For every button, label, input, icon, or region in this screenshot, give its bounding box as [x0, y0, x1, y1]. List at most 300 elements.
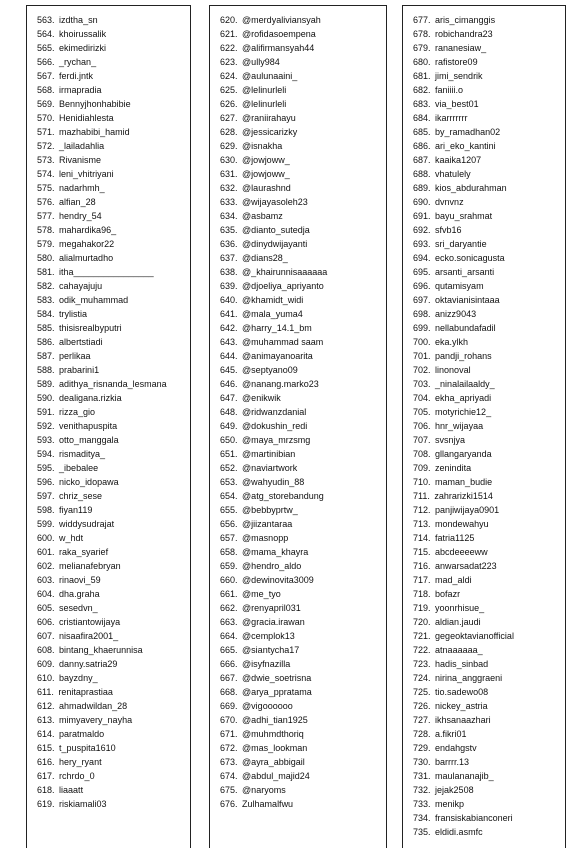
- entry-number: 730.: [413, 757, 431, 767]
- entry-username: renitaprastiaa: [58, 687, 113, 697]
- list-item: [220, 181, 386, 195]
- entry-username: zahrarizki1514: [434, 491, 493, 501]
- entry-username: @dewinovita3009: [242, 575, 314, 585]
- list-item: [413, 755, 565, 769]
- entry-number: 664.: [220, 631, 238, 641]
- entry-number: 603.: [37, 575, 55, 585]
- entry-username: @djoeliya_apriyanto: [242, 281, 324, 291]
- entry-username: bofazr: [435, 589, 461, 599]
- entry-number: 689.: [413, 183, 431, 193]
- entry-username: robichandra23: [435, 29, 493, 39]
- entry-username: Zulhamalfwu: [242, 799, 294, 809]
- entry-username: ekimedirizki: [59, 43, 107, 53]
- entry-number: 568.: [37, 85, 55, 95]
- entry-number: 609.: [37, 659, 55, 669]
- list-item: [220, 783, 386, 797]
- list-item: [413, 615, 565, 629]
- list-item: [37, 55, 190, 69]
- list-item: [37, 405, 190, 419]
- entry-username: @aulunaaini_: [242, 71, 298, 81]
- entry-username: @renyapril031: [242, 603, 301, 613]
- entry-number: 711.: [413, 491, 430, 501]
- list-item: [413, 321, 565, 335]
- list-item: [37, 237, 190, 251]
- list-item: [220, 111, 386, 125]
- entry-number: 629.: [220, 141, 238, 151]
- entry-username: raka_syarief: [59, 547, 109, 557]
- list-item: [37, 293, 190, 307]
- entry-username: hendry_54: [59, 211, 102, 221]
- list-item: [220, 545, 386, 559]
- entry-number: 576.: [37, 197, 55, 207]
- entry-number: 570.: [37, 113, 55, 123]
- list-item: [37, 69, 190, 83]
- entry-number: 708.: [413, 449, 431, 459]
- entry-number: 690.: [413, 197, 431, 207]
- entry-number: 586.: [37, 337, 55, 347]
- entry-username: alfian_28: [59, 197, 96, 207]
- entry-username: gegeoktavianofficial: [435, 631, 514, 641]
- entry-number: 661.: [220, 589, 238, 599]
- entry-number: 703.: [413, 379, 431, 389]
- list-item: [37, 447, 190, 461]
- entry-username: zenindita: [435, 463, 472, 473]
- entry-number: 630.: [220, 155, 238, 165]
- list-item: [220, 447, 386, 461]
- entry-username: nisaafira2001_: [59, 631, 119, 641]
- entry-username: megahakor22: [59, 239, 115, 249]
- entry-number: 631.: [220, 169, 238, 179]
- list-item: [413, 265, 565, 279]
- list-item: [37, 755, 190, 769]
- list-item: [220, 587, 386, 601]
- entry-username: Bennyjhonhabibie: [59, 99, 131, 109]
- entry-number: 639.: [220, 281, 238, 291]
- entry-username: prabarini1: [59, 365, 100, 375]
- entry-number: 712.: [413, 505, 431, 515]
- entry-username: eldidi.asmfc: [435, 827, 483, 837]
- entry-username: @arya_ppratama: [242, 687, 312, 697]
- entry-number: 566.: [37, 57, 55, 67]
- list-item: [220, 517, 386, 531]
- list-item: [220, 237, 386, 251]
- entry-username: @bebbyprtw_: [242, 505, 298, 515]
- list-item: [37, 657, 190, 671]
- entry-number: 713.: [413, 519, 431, 529]
- list-item: [413, 237, 565, 251]
- list-item: [220, 349, 386, 363]
- entry-username: anwarsadat223: [435, 561, 497, 571]
- entry-number: 563.: [37, 15, 55, 25]
- list-item: [37, 391, 190, 405]
- entry-username: rismaditya_: [59, 449, 106, 459]
- entry-number: 687.: [413, 155, 431, 165]
- entry-number: 735.: [413, 827, 431, 837]
- entry-username: perlikaa: [59, 351, 91, 361]
- list-item: [413, 97, 565, 111]
- list-item: [220, 69, 386, 83]
- entry-number: 668.: [220, 687, 238, 697]
- entry-number: 710.: [413, 477, 431, 487]
- list-item: [37, 559, 190, 573]
- list-item: [413, 545, 565, 559]
- list-item: [413, 769, 565, 783]
- entry-number: 696.: [413, 281, 431, 291]
- list-item: [413, 377, 565, 391]
- entry-number: 641.: [220, 309, 238, 319]
- entry-number: 640.: [220, 295, 238, 305]
- list-item: [413, 825, 565, 839]
- entry-number: 659.: [220, 561, 238, 571]
- entry-username: mad_aldi: [435, 575, 472, 585]
- entry-username: faniiii.o: [435, 85, 464, 95]
- entry-username: bintang_khaerunnisa: [59, 645, 143, 655]
- list-item: [37, 475, 190, 489]
- list-item: [220, 615, 386, 629]
- entry-username: @enikwik: [242, 393, 281, 403]
- list-item: [37, 251, 190, 265]
- list-item: [37, 377, 190, 391]
- entry-number: 580.: [37, 253, 55, 263]
- entry-username: liaaatt: [59, 785, 84, 795]
- entry-number: 589.: [37, 379, 55, 389]
- entry-username: nellabundafadil: [435, 323, 496, 333]
- entry-username: maman_budie: [435, 477, 493, 487]
- list-item: [220, 643, 386, 657]
- list-item: [413, 83, 565, 97]
- entry-username: _lailadahlia: [59, 141, 105, 151]
- entry-username: anizz9043: [435, 309, 477, 319]
- entry-number: 707.: [413, 435, 431, 445]
- entry-number: 599.: [37, 519, 55, 529]
- entry-number: 596.: [37, 477, 55, 487]
- list-item: [220, 573, 386, 587]
- list-item: [413, 475, 565, 489]
- entry-username: riskiamali03: [59, 799, 107, 809]
- list-item: [220, 167, 386, 181]
- list-item: [37, 769, 190, 783]
- list-item: [413, 167, 565, 181]
- list-item: [37, 195, 190, 209]
- list-item: [37, 167, 190, 181]
- entry-username: @hendro_aldo: [242, 561, 302, 571]
- list-item: [37, 615, 190, 629]
- entry-username: @cemplok13: [242, 631, 295, 641]
- entry-username: leni_vhitriyani: [59, 169, 114, 179]
- entry-username: widdysudrajat: [59, 519, 115, 529]
- entry-username: @wahyudin_88: [242, 477, 305, 487]
- entry-number: 602.: [37, 561, 55, 571]
- list-item: [413, 55, 565, 69]
- entry-username: kios_abdurahman: [435, 183, 507, 193]
- entry-username: abcdeeeeww: [435, 547, 488, 557]
- entry-username: nadarhmh_: [59, 183, 105, 193]
- list-item: [37, 503, 190, 517]
- list-item: [413, 419, 565, 433]
- entry-username: mimyavery_nayha: [59, 715, 133, 725]
- entry-number: 727.: [413, 715, 431, 725]
- entry-number: 614.: [37, 729, 55, 739]
- entry-number: 654.: [220, 491, 238, 501]
- entry-number: 648.: [220, 407, 238, 417]
- entry-number: 612.: [37, 701, 55, 711]
- list-item: [220, 699, 386, 713]
- entry-number: 575.: [37, 183, 55, 193]
- entry-username: izdtha_sn: [59, 15, 98, 25]
- entry-number: 606.: [37, 617, 55, 627]
- entry-number: 573.: [37, 155, 55, 165]
- entry-username: sfvb16: [435, 225, 462, 235]
- entry-username: qutamisyam: [435, 281, 484, 291]
- list-item: [220, 279, 386, 293]
- entry-username: @ayra_abbigail: [242, 757, 305, 767]
- list-item: [413, 139, 565, 153]
- entry-username: _ibebalee: [59, 463, 99, 473]
- list-item: [413, 251, 565, 265]
- list-item: [413, 811, 565, 825]
- entry-number: 564.: [37, 29, 55, 39]
- entry-username: @jowjoww_: [242, 169, 290, 179]
- list-item: [220, 251, 386, 265]
- entry-username: irmapradia: [59, 85, 102, 95]
- entry-username: nicko_idopawa: [59, 477, 119, 487]
- list-item: [220, 405, 386, 419]
- list-item: [220, 195, 386, 209]
- entry-number: 726.: [413, 701, 431, 711]
- list-item: [37, 587, 190, 601]
- entry-username: @mala_yuma4: [242, 309, 303, 319]
- entry-number: 705.: [413, 407, 431, 417]
- entry-username: @gracia.irawan: [242, 617, 305, 627]
- list-item: [37, 797, 190, 811]
- entry-username: rchrdo_0: [59, 771, 95, 781]
- entry-number: 720.: [413, 617, 431, 627]
- entry-username: w_hdt: [59, 533, 84, 543]
- list-item: [413, 643, 565, 657]
- entry-username: venithapuspita: [59, 421, 118, 431]
- list-item: [37, 349, 190, 363]
- entry-username: dvnvnz: [435, 197, 464, 207]
- list-item: [413, 783, 565, 797]
- entry-username: @khamidt_widi: [242, 295, 304, 305]
- entry-username: itha________________: [59, 267, 154, 277]
- entry-username: @muhammad saam: [242, 337, 324, 347]
- entry-username: @ridwanzdanial: [242, 407, 307, 417]
- list-item: [220, 461, 386, 475]
- entry-username: @adhi_tian1925: [242, 715, 308, 725]
- entry-username: bayu_srahmat: [435, 211, 493, 221]
- entry-number: 658.: [220, 547, 238, 557]
- entry-number: 574.: [37, 169, 55, 179]
- entry-number: 662.: [220, 603, 238, 613]
- entry-username: sri_daryantie: [435, 239, 487, 249]
- entry-number: 587.: [37, 351, 55, 361]
- entry-username: sesedvn_: [59, 603, 98, 613]
- entry-number: 683.: [413, 99, 431, 109]
- entry-username: @harry_14.1_bm: [242, 323, 312, 333]
- entry-number: 608.: [37, 645, 55, 655]
- list-item: [220, 363, 386, 377]
- entry-username: kaaika1207: [435, 155, 482, 165]
- entry-number: 590.: [37, 393, 55, 403]
- entry-username: t_puspita1610: [59, 743, 116, 753]
- entry-number: 709.: [413, 463, 431, 473]
- entry-number: 714.: [413, 533, 431, 543]
- entry-username: nickey_astria: [435, 701, 488, 711]
- list-item: [413, 587, 565, 601]
- list-item: [413, 741, 565, 755]
- list-item: [220, 83, 386, 97]
- entry-number: 682.: [413, 85, 431, 95]
- entry-username: by_ramadhan02: [435, 127, 501, 137]
- entry-username: motyrichie12_: [435, 407, 492, 417]
- list-item: [37, 461, 190, 475]
- list-item: [413, 517, 565, 531]
- entry-number: 588.: [37, 365, 55, 375]
- list-item: [413, 111, 565, 125]
- entry-username: odik_muhammad: [59, 295, 129, 305]
- list-item: [220, 755, 386, 769]
- entry-number: 645.: [220, 365, 238, 375]
- list-item: [37, 97, 190, 111]
- entry-number: 715.: [413, 547, 431, 557]
- list-item: [220, 671, 386, 685]
- entry-username: pandji_rohans: [435, 351, 492, 361]
- entry-username: @atg_storebandung: [242, 491, 324, 501]
- entry-number: 567.: [37, 71, 55, 81]
- list-item: [37, 321, 190, 335]
- entry-username: bayzdny_: [59, 673, 98, 683]
- entry-number: 605.: [37, 603, 55, 613]
- list-item: [220, 629, 386, 643]
- entry-username: fatria1125: [435, 533, 475, 543]
- list-item: [413, 69, 565, 83]
- list-item: [413, 13, 565, 27]
- entry-username: cahayajuju: [59, 281, 103, 291]
- entry-username: yoonrhisue_: [435, 603, 485, 613]
- entry-username: gllangaryanda: [435, 449, 492, 459]
- entry-number: 691.: [413, 211, 431, 221]
- list-item: [220, 41, 386, 55]
- entry-number: 635.: [220, 225, 238, 235]
- entry-number: 579.: [37, 239, 55, 249]
- entry-number: 578.: [37, 225, 55, 235]
- list-item: [220, 741, 386, 755]
- entry-number: 725.: [413, 687, 431, 697]
- list-item: [220, 797, 386, 811]
- entry-number: 685.: [413, 127, 431, 137]
- list-item: [220, 559, 386, 573]
- entry-number: 681.: [413, 71, 431, 81]
- entry-number: 721.: [413, 631, 431, 641]
- entry-number: 585.: [37, 323, 55, 333]
- list-item: [220, 657, 386, 671]
- list-item: [413, 671, 565, 685]
- list-item: [220, 503, 386, 517]
- entry-number: 693.: [413, 239, 431, 249]
- entry-number: 718.: [413, 589, 431, 599]
- list-item: [413, 699, 565, 713]
- entry-username: ekha_apriyadi: [435, 393, 492, 403]
- list-item: [413, 657, 565, 671]
- entry-number: 716.: [413, 561, 431, 571]
- list-item: [220, 713, 386, 727]
- list-item: [413, 181, 565, 195]
- list-item: [413, 335, 565, 349]
- entry-username: arsanti_arsanti: [435, 267, 495, 277]
- entry-number: 621.: [220, 29, 238, 39]
- entry-number: 665.: [220, 645, 238, 655]
- list-item: [413, 573, 565, 587]
- list-item: [37, 111, 190, 125]
- list-item: [220, 489, 386, 503]
- entry-username: ecko.sonicagusta: [435, 253, 505, 263]
- entry-username: @masnopp: [242, 533, 289, 543]
- list-item: [413, 433, 565, 447]
- entry-number: 692.: [413, 225, 431, 235]
- entry-username: eka.ylkh: [435, 337, 469, 347]
- list-item: [37, 27, 190, 41]
- list-item: [220, 685, 386, 699]
- entry-number: 679.: [413, 43, 431, 53]
- list-item: [413, 27, 565, 41]
- list-item: [413, 349, 565, 363]
- entry-number: 637.: [220, 253, 238, 263]
- entry-username: maulananajib_: [435, 771, 494, 781]
- entry-number: 594.: [37, 449, 55, 459]
- entry-username: ikhsanaazhari: [435, 715, 491, 725]
- list-item: [37, 363, 190, 377]
- entry-username: @merdyaliviansyah: [242, 15, 321, 25]
- list-item: [413, 797, 565, 811]
- entry-username: jejak2508: [435, 785, 474, 795]
- entry-number: 723.: [413, 659, 431, 669]
- entry-number: 694.: [413, 253, 431, 263]
- entry-username: alialmurtadho: [59, 253, 114, 263]
- list-item: [37, 153, 190, 167]
- entry-number: 611.: [37, 687, 54, 697]
- list-item: [220, 601, 386, 615]
- entry-number: 731.: [413, 771, 431, 781]
- entry-number: 722.: [413, 645, 431, 655]
- entry-username: @maya_mrzsmg: [242, 435, 311, 445]
- entry-username: nirina_anggraeni: [435, 673, 503, 683]
- list-item: [37, 41, 190, 55]
- entry-username: cristiantowijaya: [59, 617, 121, 627]
- list-item: [37, 125, 190, 139]
- entry-username: @asbamz: [242, 211, 283, 221]
- entry-number: 636.: [220, 239, 238, 249]
- entry-number: 649.: [220, 421, 238, 431]
- entry-number: 699.: [413, 323, 431, 333]
- list-item: [220, 769, 386, 783]
- entry-number: 624.: [220, 71, 238, 81]
- entry-number: 657.: [220, 533, 238, 543]
- entry-username: linonoval: [435, 365, 471, 375]
- entry-number: 613.: [37, 715, 55, 725]
- list-item: [413, 41, 565, 55]
- list-item: [37, 139, 190, 153]
- entry-username: fransiskabianconeri: [435, 813, 513, 823]
- entry-number: 671.: [220, 729, 238, 739]
- list-item: [220, 433, 386, 447]
- entry-username: ikarrrrrrr: [435, 113, 468, 123]
- list-item: [413, 447, 565, 461]
- entry-username: mahardika96_: [59, 225, 117, 235]
- entry-username: @jessicarizky: [242, 127, 298, 137]
- entry-number: 676.: [220, 799, 238, 809]
- entry-username: atnaaaaaa_: [435, 645, 483, 655]
